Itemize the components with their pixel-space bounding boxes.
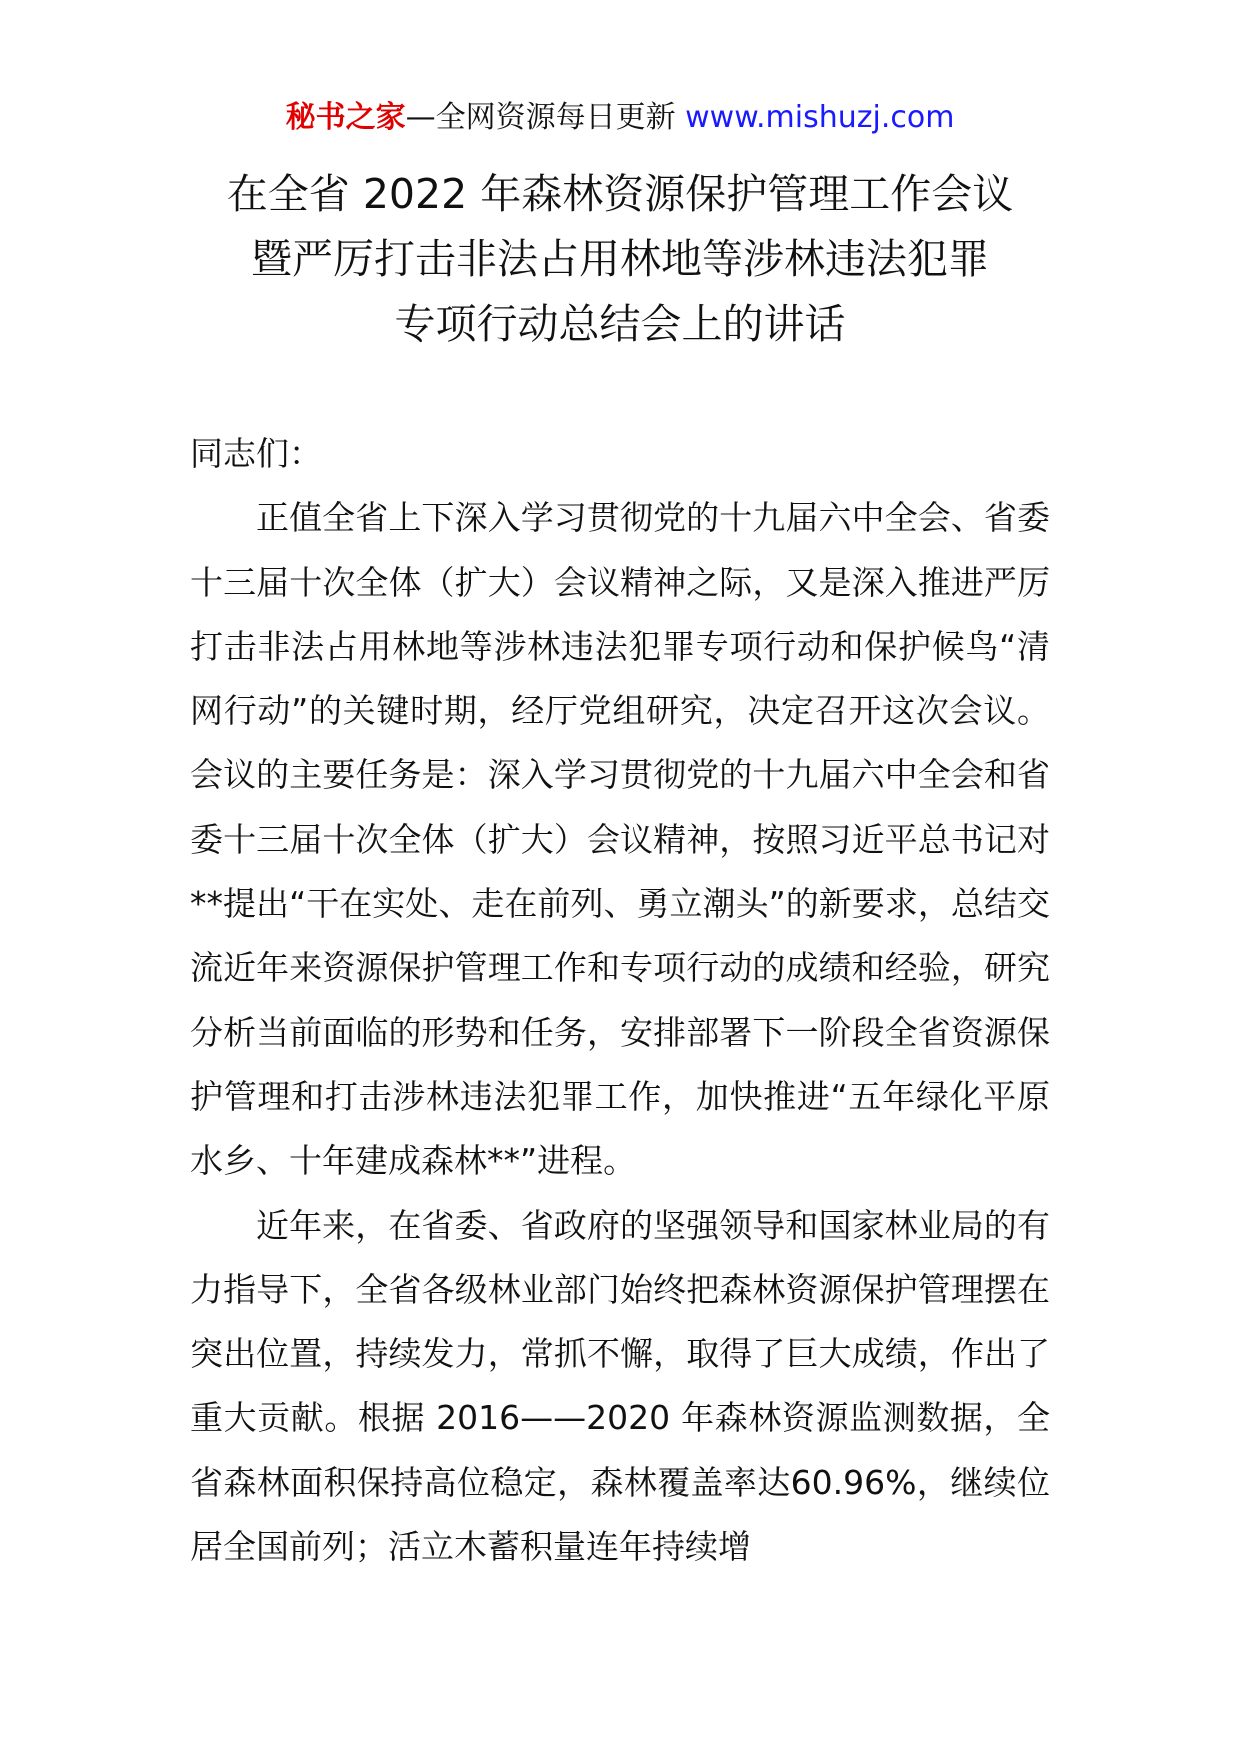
website-url: www.mishuzj.com (685, 100, 955, 135)
document-body (190, 422, 1050, 1579)
title-line-3: 专项行动总结会上的讲话 (394, 300, 846, 348)
body-paragraph: 正值全省上下深入学习贯彻党的十九届六中全会、省委十三届十次全体（扩大）会议精神之际，又是深入推进严厉打击非法占用林地等涉林违法犯罪专项行动和保护候鸟“清网行动”的关键时期，经厅党组研究，决定召开这次会议。会议的主要任务是：深入学习贯彻党的十九届六中全会和省委十三届十次全体（扩大）会议精神，按照习近平总书记对**提出“干在实处、走在前列、勇立潮头”的新要求，总结交流近年来资源保护管理工作和专项行动的成绩和经验，研究分析当前面临的形势和任务，安排部署下一阶段全省资源保护管理和打击涉林违法犯罪工作，加快推进“五年绿化平原水乡、十年建成森林**”进程。 (190, 498, 1050, 1181)
watermark-banner (0, 98, 1240, 138)
salutation: 同志们： (190, 434, 322, 473)
body-paragraph: 近年来，在省委、省政府的坚强领导和国家林业局的有力指导下，全省各级林业部门始终把森林资源保护管理摆在突出位置，持续发力，常抓不懈，取得了巨大成绩，作出了重大贡献。根据 2016——2020 年森林资源监测数据，全省森林面积保持高位稳定，森林覆盖率达60.96%，继续位居全国前列；活立木蓄积量连年持续增 (190, 1205, 1050, 1567)
brand-name: 秘书之家 (285, 100, 406, 135)
title-line-2: 暨严厉打击非法占用林地等涉林违法犯罪 (251, 235, 989, 283)
title-line-1: 在全省 2022 年森林资源保护管理工作会议 (226, 170, 1014, 218)
document-title (120, 162, 1120, 357)
banner-tagline: —全网资源每日更新 (405, 100, 686, 135)
